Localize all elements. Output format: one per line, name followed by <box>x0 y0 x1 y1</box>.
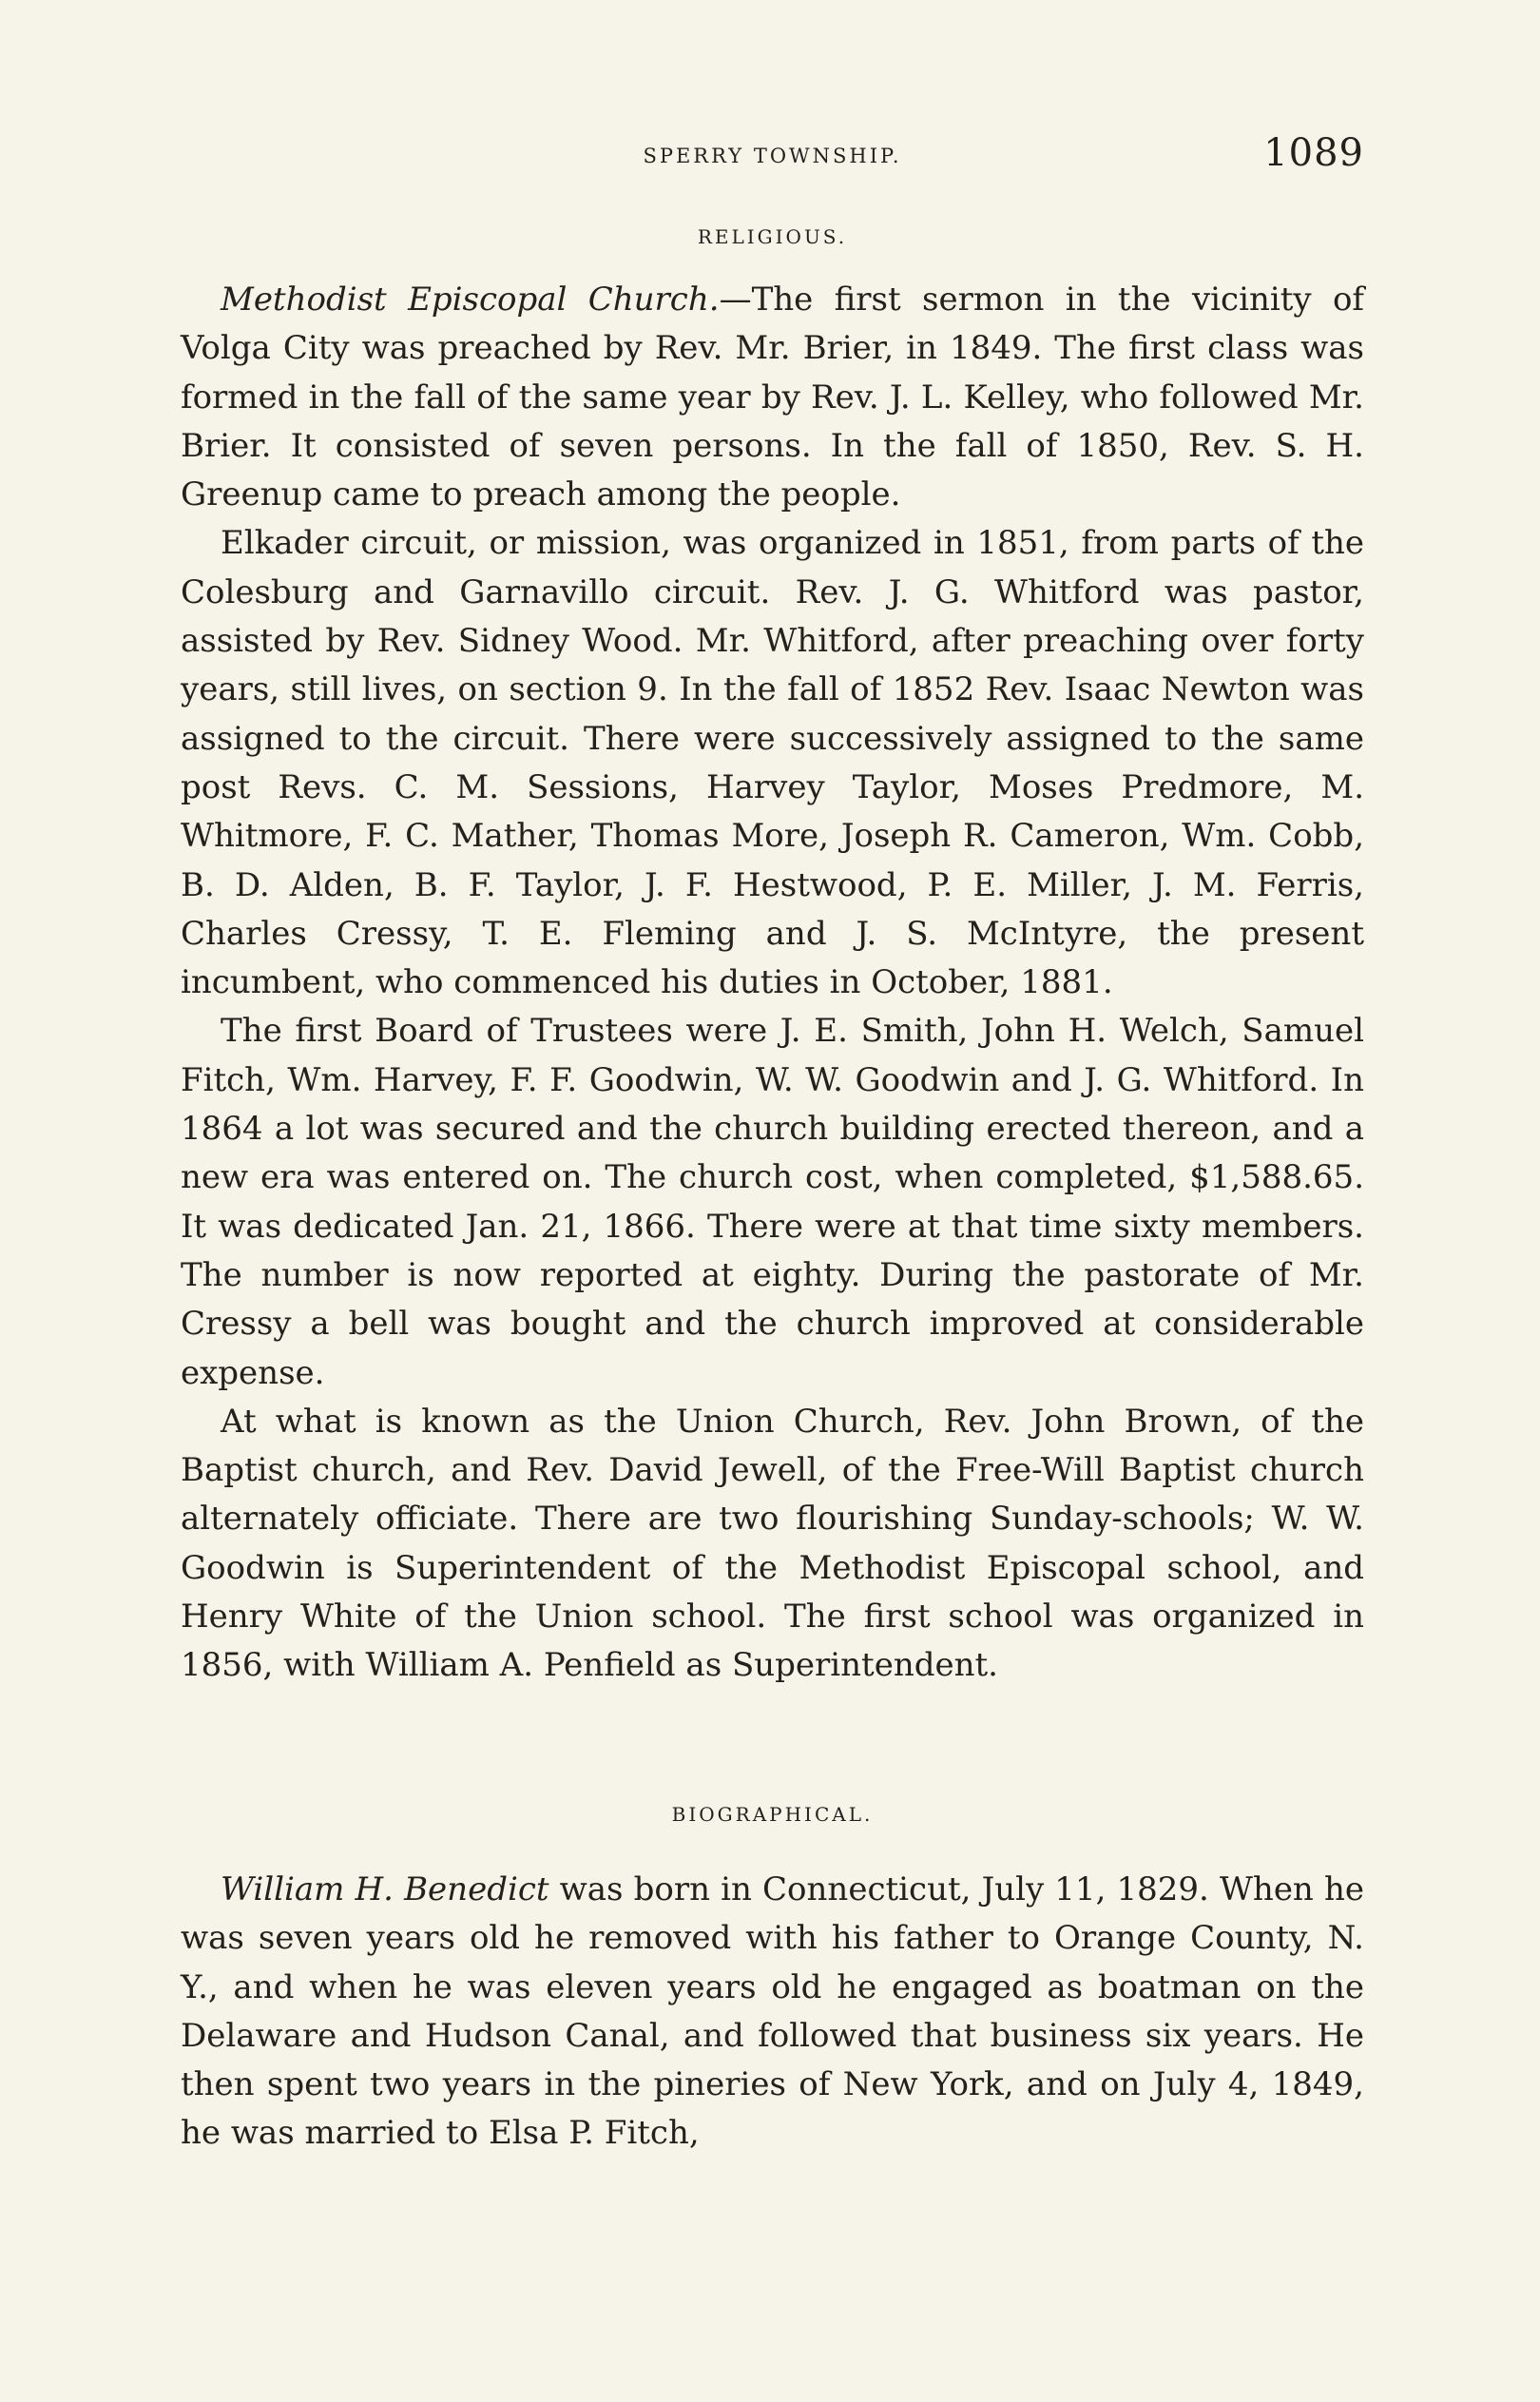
paragraph-body: —The first sermon in the vicinity of Volga City was preached by Rev. Mr. Brier, in 1849. The first class was formed in the fall of the same year by Rev. J. L. Kelley, who followed Mr. Brier. It consisted of seven persons. In the fall of 1850, Rev. S. H. Greenup came to preach among the people. <box>181 281 1364 514</box>
paragraph-board-of-trustees <box>181 1007 1364 1397</box>
biographical-text <box>181 1866 1364 2159</box>
paragraph-union-church <box>181 1398 1364 1691</box>
section-heading-religious: RELIGIOUS. <box>697 225 848 248</box>
paragraph-body: was born in Connecticut, July 11, 1829. When he was seven years old he removed with his father to Orange County, N. Y., and when he was eleven years old he engaged as boatman on the Delaware and Hudson Canal, and followed that business six years. He then spent two years in the pineries of New York, and on July 4, 1849, he was married to Elsa P. Fitch, <box>181 1870 1364 2153</box>
running-head <box>181 131 1364 188</box>
paragraph-lead: William H. Benedict <box>221 1870 549 1908</box>
paragraph-body: The first Board of Trustees were J. E. Smith, John H. Welch, Samuel Fitch, Wm. Harvey, F. F. Goodwin, W. W. Goodwin and J. G. Whitford. In 1864 a lot was secured and the church building erected thereon, and a new era was entered on. The church cost, when completed, $1,588.65. It was dedicated Jan. 21, 1866. There were at that time sixty members. The number is now reported at eighty. During the pastorate of Mr. Cressy a bell was bought and the church improved at considerable expense. <box>181 1012 1364 1392</box>
religious-text <box>181 276 1364 1691</box>
paragraph-benedict <box>181 1866 1364 2159</box>
paragraph-body: At what is known as the Union Church, Rev. John Brown, of the Baptist church, and Rev. David Jewell, of the Free-Will Baptist church alternately officiate. There are two flourishing Sunday-schools; W. W. Goodwin is Superintendent of the Methodist Episcopal school, and Henry White of the Union school. The first school was organized in 1856, with William A. Penfield as Superintendent. <box>181 1402 1364 1685</box>
paragraph-methodist-church <box>181 276 1364 519</box>
page-number: 1089 <box>1263 131 1364 175</box>
paragraph-lead: Methodist Episcopal Church. <box>221 281 720 319</box>
paragraph-body: Elkader circuit, or mission, was organized in 1851, from parts of the Colesburg and Garnavillo circuit. Rev. J. G. Whitford was pastor, assisted by Rev. Sidney Wood. Mr. Whitford, after preaching over forty years, still lives, on section 9. In the fall of 1852 Rev. Isaac Newton was assigned to the circuit. There were successively assigned to the same post Revs. C. M. Sessions, Harvey Taylor, Moses Predmore, M. Whitmore, F. C. Mather, Thomas More, Joseph R. Cameron, Wm. Cobb, B. D. Alden, B. F. Taylor, J. F. Hestwood, P. E. Miller, J. M. Ferris, Charles Cressy, T. E. Fleming and J. S. McIntyre, the present incumbent, who commenced his duties in October, 1881. <box>181 524 1364 1002</box>
paragraph-elkader-circuit <box>181 519 1364 1007</box>
running-title: SPERRY TOWNSHIP. <box>643 145 902 167</box>
section-heading-biographical: BIOGRAPHICAL. <box>671 1803 874 1826</box>
